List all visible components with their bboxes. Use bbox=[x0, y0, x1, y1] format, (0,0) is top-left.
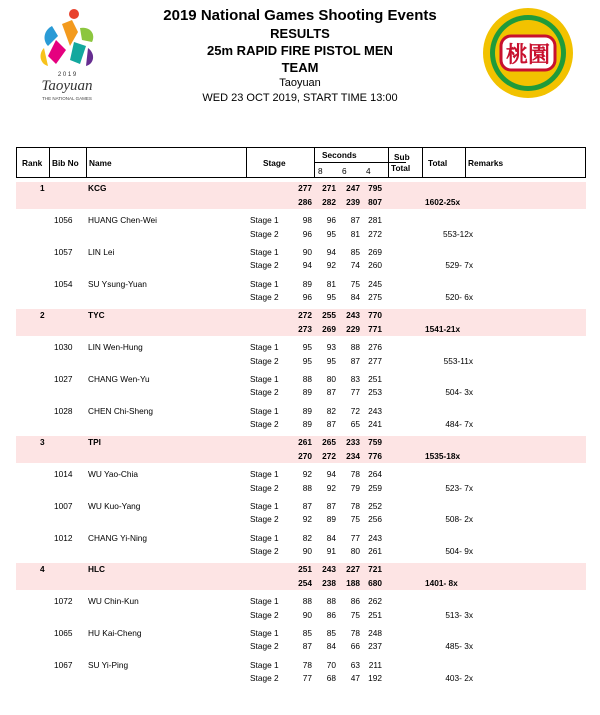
stage-score: 92 bbox=[302, 514, 312, 525]
athlete-row bbox=[16, 659, 586, 673]
col-stage: Stage bbox=[263, 158, 286, 168]
team-row bbox=[16, 196, 586, 210]
stage-label: Stage 2 bbox=[250, 609, 279, 620]
stage-score: 248 bbox=[368, 627, 382, 638]
stage-score: 90 bbox=[302, 546, 312, 557]
stage-score: 276 bbox=[368, 341, 382, 352]
athlete-bib: 1057 bbox=[54, 246, 73, 257]
stage-score: 86 bbox=[350, 595, 360, 606]
stage-score: 96 bbox=[326, 214, 336, 225]
athlete-name: WU Yao-Chia bbox=[88, 468, 138, 479]
stage-label: Stage 2 bbox=[250, 673, 279, 684]
team-rank: 1 bbox=[40, 183, 45, 193]
stage-score: 87 bbox=[326, 419, 336, 430]
stage-score: 256 bbox=[368, 514, 382, 525]
stage-score: 251 bbox=[368, 373, 382, 384]
team-score: 277 bbox=[298, 183, 312, 193]
venue: Taoyuan bbox=[279, 77, 321, 89]
team-score: 233 bbox=[346, 437, 360, 447]
stage-score: 95 bbox=[302, 355, 312, 366]
team-rank: 4 bbox=[40, 564, 45, 574]
stage-score: 75 bbox=[350, 609, 360, 620]
athlete-total: 504- 9x bbox=[445, 546, 473, 557]
team-row bbox=[16, 436, 586, 450]
stage-score: 72 bbox=[350, 405, 360, 416]
event-name: 25m RAPID FIRE PISTOL MEN bbox=[207, 43, 393, 58]
stage-score: 84 bbox=[326, 532, 336, 543]
stage-score: 84 bbox=[326, 641, 336, 652]
stage-score: 88 bbox=[326, 595, 336, 606]
stage-score: 87 bbox=[350, 214, 360, 225]
athlete-row bbox=[16, 640, 586, 654]
stage-score: 80 bbox=[350, 546, 360, 557]
stage-label: Stage 1 bbox=[250, 405, 279, 416]
stage-score: 79 bbox=[350, 482, 360, 493]
athlete-total: 485- 3x bbox=[445, 641, 473, 652]
athlete-row bbox=[16, 355, 586, 369]
stage-label: Stage 1 bbox=[250, 373, 279, 384]
stage-score: 92 bbox=[302, 468, 312, 479]
team-name: TYC bbox=[88, 310, 105, 320]
athlete-row bbox=[16, 291, 586, 305]
athlete-name: CHANG Yi-Ning bbox=[88, 532, 148, 543]
stage-score: 85 bbox=[350, 246, 360, 257]
stage-score: 94 bbox=[326, 468, 336, 479]
team-score: 776 bbox=[368, 450, 382, 461]
national-games-logo bbox=[22, 6, 112, 106]
stage-score: 89 bbox=[326, 514, 336, 525]
team-row bbox=[16, 323, 586, 337]
stage-score: 89 bbox=[302, 387, 312, 398]
stage-score: 89 bbox=[302, 278, 312, 289]
stage-score: 89 bbox=[302, 419, 312, 430]
team-score: 239 bbox=[346, 196, 360, 207]
stage-score: 75 bbox=[350, 278, 360, 289]
stage-score: 87 bbox=[302, 500, 312, 511]
table-body bbox=[16, 178, 586, 686]
team-score: 721 bbox=[368, 564, 382, 574]
taoyuan-emblem bbox=[481, 6, 575, 100]
stage-label: Stage 2 bbox=[250, 260, 279, 271]
athlete-name: LIN Wen-Hung bbox=[88, 341, 143, 352]
col-6s: 6 bbox=[342, 166, 347, 176]
stage-score: 96 bbox=[302, 228, 312, 239]
team-score: 188 bbox=[346, 577, 360, 588]
event-category: TEAM bbox=[281, 60, 319, 75]
team-score: 238 bbox=[322, 577, 336, 588]
stage-score: 211 bbox=[368, 659, 382, 670]
page-title: 2019 National Games Shooting Events bbox=[163, 7, 437, 24]
stage-score: 77 bbox=[350, 532, 360, 543]
team-score: 255 bbox=[322, 310, 336, 320]
stage-score: 87 bbox=[326, 387, 336, 398]
athlete-row bbox=[16, 246, 586, 260]
team-score: 254 bbox=[298, 577, 312, 588]
stage-score: 245 bbox=[368, 278, 382, 289]
stage-label: Stage 1 bbox=[250, 627, 279, 638]
stage-label: Stage 2 bbox=[250, 387, 279, 398]
team-score: 771 bbox=[368, 323, 382, 334]
stage-score: 96 bbox=[302, 292, 312, 303]
athlete-name: WU Kuo-Yang bbox=[88, 500, 141, 511]
col-seconds: Seconds bbox=[322, 150, 357, 160]
stage-score: 74 bbox=[350, 260, 360, 271]
athlete-bib: 1056 bbox=[54, 214, 73, 225]
results-table bbox=[16, 147, 586, 686]
stage-label: Stage 2 bbox=[250, 482, 279, 493]
stage-score: 87 bbox=[326, 500, 336, 511]
athlete-bib: 1028 bbox=[54, 405, 73, 416]
team-score: 680 bbox=[368, 577, 382, 588]
stage-score: 70 bbox=[326, 659, 336, 670]
athlete-total: 523- 7x bbox=[445, 482, 473, 493]
stage-score: 95 bbox=[302, 341, 312, 352]
stage-score: 243 bbox=[368, 532, 382, 543]
athlete-row bbox=[16, 609, 586, 623]
stage-label: Stage 2 bbox=[250, 546, 279, 557]
stage-label: Stage 2 bbox=[250, 292, 279, 303]
stage-score: 88 bbox=[302, 373, 312, 384]
stage-score: 84 bbox=[350, 292, 360, 303]
stage-label: Stage 1 bbox=[250, 659, 279, 670]
athlete-row bbox=[16, 513, 586, 527]
stage-score: 88 bbox=[350, 341, 360, 352]
stage-score: 78 bbox=[350, 468, 360, 479]
team-row bbox=[16, 577, 586, 591]
team-score: 234 bbox=[346, 450, 360, 461]
team-total: 1401- 8x bbox=[425, 577, 458, 588]
athlete-bib: 1072 bbox=[54, 595, 73, 606]
stage-score: 94 bbox=[326, 246, 336, 257]
athlete-row bbox=[16, 405, 586, 419]
stage-score: 90 bbox=[302, 246, 312, 257]
stage-score: 81 bbox=[350, 228, 360, 239]
stage-score: 251 bbox=[368, 609, 382, 620]
stage-score: 90 bbox=[302, 609, 312, 620]
athlete-row bbox=[16, 468, 586, 482]
team-rank: 2 bbox=[40, 310, 45, 320]
athlete-total: 529- 7x bbox=[445, 260, 473, 271]
stage-score: 260 bbox=[368, 260, 382, 271]
athlete-row bbox=[16, 278, 586, 292]
team-score: 272 bbox=[322, 450, 336, 461]
athlete-total: 508- 2x bbox=[445, 514, 473, 525]
stage-score: 91 bbox=[326, 546, 336, 557]
team-score: 271 bbox=[322, 183, 336, 193]
athlete-name: HUANG Chen-Wei bbox=[88, 214, 158, 225]
event-datetime: WED 23 OCT 2019, START TIME 13:00 bbox=[202, 92, 398, 104]
athlete-row bbox=[16, 672, 586, 686]
stage-label: Stage 2 bbox=[250, 228, 279, 239]
athlete-bib: 1054 bbox=[54, 278, 73, 289]
team-name: TPI bbox=[88, 437, 101, 447]
stage-score: 275 bbox=[368, 292, 382, 303]
stage-score: 88 bbox=[302, 595, 312, 606]
col-remarks: Remarks bbox=[468, 158, 504, 168]
stage-score: 86 bbox=[326, 609, 336, 620]
team-row bbox=[16, 563, 586, 577]
stage-label: Stage 2 bbox=[250, 355, 279, 366]
stage-score: 82 bbox=[326, 405, 336, 416]
stage-score: 262 bbox=[368, 595, 382, 606]
team-score: 282 bbox=[322, 196, 336, 207]
team-score: 269 bbox=[322, 323, 336, 334]
stage-score: 68 bbox=[326, 673, 336, 684]
stage-score: 77 bbox=[302, 673, 312, 684]
athlete-name: SU Yi-Ping bbox=[88, 659, 129, 670]
col-name: Name bbox=[89, 158, 112, 168]
stage-score: 77 bbox=[350, 387, 360, 398]
stage-score: 241 bbox=[368, 419, 382, 430]
team-total: 1602-25x bbox=[425, 196, 461, 207]
team-score: 270 bbox=[298, 450, 312, 461]
athlete-total: 553-11x bbox=[443, 355, 473, 366]
results-label: RESULTS bbox=[270, 26, 330, 41]
stage-label: Stage 1 bbox=[250, 468, 279, 479]
stage-label: Stage 1 bbox=[250, 595, 279, 606]
athlete-row bbox=[16, 627, 586, 641]
stage-label: Stage 1 bbox=[250, 341, 279, 352]
stage-score: 277 bbox=[368, 355, 382, 366]
athlete-row bbox=[16, 500, 586, 514]
stage-score: 94 bbox=[302, 260, 312, 271]
team-score: 273 bbox=[298, 323, 312, 334]
athlete-name: LIN Lei bbox=[88, 246, 115, 257]
athlete-name: SU Ysung-Yuan bbox=[88, 278, 147, 289]
stage-score: 261 bbox=[368, 546, 382, 557]
stage-score: 264 bbox=[368, 468, 382, 479]
stage-score: 281 bbox=[368, 214, 382, 225]
team-row bbox=[16, 309, 586, 323]
team-score: 272 bbox=[298, 310, 312, 320]
athlete-total: 520- 6x bbox=[445, 292, 473, 303]
stage-score: 75 bbox=[350, 514, 360, 525]
athlete-row bbox=[16, 341, 586, 355]
stage-label: Stage 1 bbox=[250, 500, 279, 511]
team-score: 247 bbox=[346, 183, 360, 193]
stage-score: 85 bbox=[302, 627, 312, 638]
athlete-total: 553-12x bbox=[443, 228, 473, 239]
stage-score: 85 bbox=[326, 627, 336, 638]
stage-score: 82 bbox=[302, 532, 312, 543]
page-header bbox=[0, 0, 600, 120]
stage-score: 80 bbox=[326, 373, 336, 384]
athlete-total: 484- 7x bbox=[445, 419, 473, 430]
stage-score: 253 bbox=[368, 387, 382, 398]
athlete-name: CHANG Wen-Yu bbox=[88, 373, 150, 384]
stage-score: 95 bbox=[326, 355, 336, 366]
athlete-row bbox=[16, 214, 586, 228]
athlete-row bbox=[16, 545, 586, 559]
athlete-row bbox=[16, 482, 586, 496]
athlete-name: CHEN Chi-Sheng bbox=[88, 405, 154, 416]
team-score: 286 bbox=[298, 196, 312, 207]
stage-score: 252 bbox=[368, 500, 382, 511]
stage-score: 47 bbox=[350, 673, 360, 684]
stage-score: 78 bbox=[350, 627, 360, 638]
team-score: 795 bbox=[368, 183, 382, 193]
team-name: KCG bbox=[88, 183, 107, 193]
team-score: 265 bbox=[322, 437, 336, 447]
stage-score: 243 bbox=[368, 405, 382, 416]
stage-score: 272 bbox=[368, 228, 382, 239]
athlete-bib: 1030 bbox=[54, 341, 73, 352]
athlete-total: 403- 2x bbox=[445, 673, 473, 684]
stage-score: 95 bbox=[326, 228, 336, 239]
stage-score: 78 bbox=[302, 659, 312, 670]
logo-year: 2 0 1 9 bbox=[57, 72, 77, 78]
stage-score: 88 bbox=[302, 482, 312, 493]
athlete-row bbox=[16, 373, 586, 387]
stage-score: 192 bbox=[368, 673, 382, 684]
stage-label: Stage 1 bbox=[250, 214, 279, 225]
team-total: 1535-18x bbox=[425, 450, 461, 461]
stage-score: 98 bbox=[302, 214, 312, 225]
athlete-bib: 1065 bbox=[54, 627, 73, 638]
emblem-text: 桃園 bbox=[505, 43, 551, 68]
stage-label: Stage 2 bbox=[250, 419, 279, 430]
col-rank: Rank bbox=[22, 158, 43, 168]
team-total: 1541-21x bbox=[425, 323, 461, 334]
athlete-bib: 1027 bbox=[54, 373, 73, 384]
stage-score: 269 bbox=[368, 246, 382, 257]
col-subtotal: Total bbox=[391, 163, 411, 173]
stage-label: Stage 1 bbox=[250, 246, 279, 257]
col-4s: 4 bbox=[366, 166, 371, 176]
athlete-bib: 1067 bbox=[54, 659, 73, 670]
stage-score: 95 bbox=[326, 292, 336, 303]
team-name: HLC bbox=[88, 564, 106, 574]
athlete-name: HU Kai-Cheng bbox=[88, 627, 142, 638]
col-sub: Sub bbox=[394, 152, 410, 162]
stage-score: 92 bbox=[326, 260, 336, 271]
stage-score: 87 bbox=[302, 641, 312, 652]
team-score: 261 bbox=[298, 437, 312, 447]
stage-label: Stage 1 bbox=[250, 532, 279, 543]
table-header bbox=[16, 147, 586, 178]
stage-score: 259 bbox=[368, 482, 382, 493]
col-total: Total bbox=[428, 158, 448, 168]
stage-score: 83 bbox=[350, 373, 360, 384]
team-row bbox=[16, 182, 586, 196]
athlete-bib: 1007 bbox=[54, 500, 73, 511]
stage-score: 92 bbox=[326, 482, 336, 493]
col-bib: Bib No bbox=[52, 158, 79, 168]
team-rank: 3 bbox=[40, 437, 45, 447]
team-score: 243 bbox=[346, 310, 360, 320]
stage-label: Stage 1 bbox=[250, 278, 279, 289]
athlete-name: WU Chin-Kun bbox=[88, 595, 139, 606]
stage-score: 87 bbox=[350, 355, 360, 366]
stage-score: 65 bbox=[350, 419, 360, 430]
team-score: 227 bbox=[346, 564, 360, 574]
athlete-row bbox=[16, 595, 586, 609]
team-score: 229 bbox=[346, 323, 360, 334]
team-score: 243 bbox=[322, 564, 336, 574]
athlete-row bbox=[16, 259, 586, 273]
team-score: 807 bbox=[368, 196, 382, 207]
stage-score: 66 bbox=[350, 641, 360, 652]
logo-caption: THE NATIONAL GAMES bbox=[42, 96, 92, 101]
athlete-total: 513- 3x bbox=[445, 609, 473, 620]
team-score: 251 bbox=[298, 564, 312, 574]
stage-score: 78 bbox=[350, 500, 360, 511]
stage-score: 89 bbox=[302, 405, 312, 416]
stage-score: 81 bbox=[326, 278, 336, 289]
athlete-row bbox=[16, 386, 586, 400]
logo-wordmark: Taoyuan bbox=[41, 78, 93, 94]
col-8s: 8 bbox=[318, 166, 323, 176]
team-score: 759 bbox=[368, 437, 382, 447]
athlete-bib: 1012 bbox=[54, 532, 73, 543]
team-row bbox=[16, 450, 586, 464]
athlete-bib: 1014 bbox=[54, 468, 73, 479]
athlete-row bbox=[16, 228, 586, 242]
athlete-total: 504- 3x bbox=[445, 387, 473, 398]
stage-score: 237 bbox=[368, 641, 382, 652]
stage-label: Stage 2 bbox=[250, 641, 279, 652]
team-score: 770 bbox=[368, 310, 382, 320]
athlete-row bbox=[16, 418, 586, 432]
stage-score: 63 bbox=[350, 659, 360, 670]
athlete-row bbox=[16, 532, 586, 546]
stage-label: Stage 2 bbox=[250, 514, 279, 525]
stage-score: 93 bbox=[326, 341, 336, 352]
